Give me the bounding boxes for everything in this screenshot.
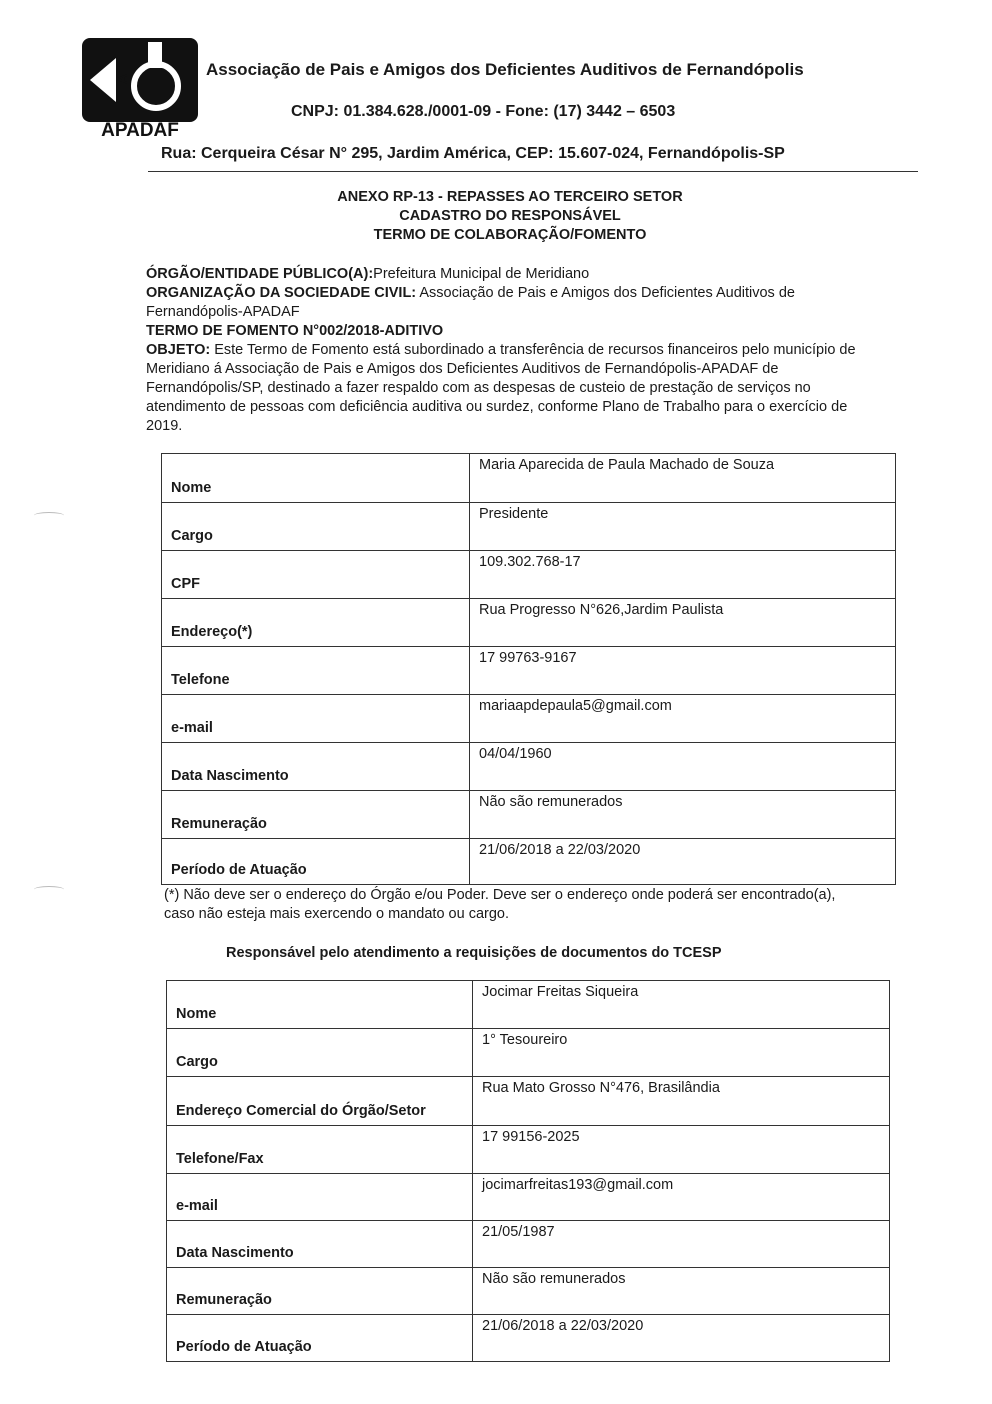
contract-info <box>146 265 886 436</box>
svg-text:A: A <box>114 73 130 84</box>
objeto-line <box>146 341 886 436</box>
address-footnote: (*) Não deve ser o endereço do Órgão e/ou Poder. Deve ser o endereço onde poderá ser encontrado(a), caso não esteja mais exercendo o mandato ou cargo. <box>164 887 836 922</box>
table-row <box>167 1315 890 1362</box>
field-value: 17 99763-9167 <box>470 647 896 695</box>
field-label: Cargo <box>167 1029 473 1077</box>
title-line-3: TERMO DE COLABORAÇÃO/FOMENTO <box>373 227 647 243</box>
osc-label: ORGANIZAÇÃO DA SOCIEDADE CIVIL: <box>146 285 417 301</box>
scan-punch-mark <box>34 886 64 893</box>
termo-number: TERMO DE FOMENTO N°002/2018-ADITIVO <box>146 323 444 339</box>
tcesp-section-title: Responsável pelo atendimento a requisições de documentos do TCESP <box>226 945 722 961</box>
header-divider <box>148 171 918 172</box>
table-row <box>162 503 896 551</box>
title-line-2: CADASTRO DO RESPONSÁVEL <box>399 208 621 224</box>
osc-line <box>146 284 886 322</box>
field-value: Rua Progresso N°626,Jardim Paulista <box>470 599 896 647</box>
table-row <box>162 599 896 647</box>
field-value: Presidente <box>470 503 896 551</box>
field-value: Não são remunerados <box>473 1268 890 1315</box>
objeto-value: Este Termo de Fomento está subordinado a transferência de recursos financeiros pelo município de Meridiano á Associação de Pais e Amigos dos Deficientes Auditivos de Fernandópolis-APADAF de Fernandópolis/SP, destinado a fazer respaldo com as despesas de custeio de prestação de serviços no atendimento de pessoas com deficiência auditiva ou surdez, conforme Plano de Trabalho para o exercício de 2019. <box>146 342 856 434</box>
table-row <box>162 839 896 885</box>
field-value: 1° Tesoureiro <box>473 1029 890 1077</box>
field-label: Nome <box>162 454 470 503</box>
field-label: Cargo <box>162 503 470 551</box>
tcesp-responsavel-table <box>166 980 890 1362</box>
orgao-line <box>146 265 886 284</box>
field-value: Rua Mato Grosso N°476, Brasilândia <box>473 1077 890 1126</box>
field-value: 17 99156-2025 <box>473 1126 890 1174</box>
field-label: Endereço Comercial do Órgão/Setor <box>167 1077 473 1126</box>
table-row <box>167 1221 890 1268</box>
document-titles <box>280 188 740 245</box>
field-label: Período de Atuação <box>167 1315 473 1362</box>
field-label: CPF <box>162 551 470 599</box>
table-row <box>167 981 890 1029</box>
field-value: 21/06/2018 a 22/03/2020 <box>470 839 896 885</box>
org-address: Rua: Cerqueira César N° 295, Jardim América, CEP: 15.607-024, Fernandópolis-SP <box>161 145 785 162</box>
scan-punch-mark <box>34 512 64 519</box>
apadaf-logo <box>82 38 198 138</box>
field-label: Período de Atuação <box>162 839 470 885</box>
field-label: Data Nascimento <box>162 743 470 791</box>
table-row <box>162 791 896 839</box>
table-row <box>167 1126 890 1174</box>
orgao-label: ÓRGÃO/ENTIDADE PÚBLICO(A): <box>146 266 374 282</box>
field-value: jocimarfreitas193@gmail.com <box>473 1174 890 1221</box>
field-label: Remuneração <box>162 791 470 839</box>
osc-value: Associação de Pais e Amigos dos Deficientes Auditivos de Fernandópolis-APADAF <box>146 285 795 320</box>
field-value: 04/04/1960 <box>470 743 896 791</box>
logo-text: APADAF <box>101 120 179 138</box>
table-row <box>167 1077 890 1126</box>
field-label: Telefone <box>162 647 470 695</box>
responsavel-table <box>161 453 896 885</box>
table-row <box>167 1268 890 1315</box>
field-value: Não são remunerados <box>470 791 896 839</box>
field-label: Telefone/Fax <box>167 1126 473 1174</box>
org-name: Associação de Pais e Amigos dos Deficientes Auditivos de Fernandópolis <box>206 60 804 79</box>
title-line-1: ANEXO RP-13 - REPASSES AO TERCEIRO SETOR <box>337 189 683 205</box>
table-row <box>167 1174 890 1221</box>
field-label: Data Nascimento <box>167 1221 473 1268</box>
table-row <box>162 743 896 791</box>
field-label: e-mail <box>162 695 470 743</box>
field-label: Endereço(*) <box>162 599 470 647</box>
field-value: Jocimar Freitas Siqueira <box>473 981 890 1029</box>
table-row <box>162 695 896 743</box>
table-row <box>162 647 896 695</box>
field-value: mariaapdepaula5@gmail.com <box>470 695 896 743</box>
field-value: 21/05/1987 <box>473 1221 890 1268</box>
orgao-value: Prefeitura Municipal de Meridiano <box>373 266 590 282</box>
cnpj-phone: CNPJ: 01.384.628./0001-09 - Fone: (17) 3442 – 6503 <box>291 103 676 120</box>
table-row <box>162 551 896 599</box>
table-row <box>167 1029 890 1077</box>
table-row <box>162 454 896 503</box>
field-label: Nome <box>167 981 473 1029</box>
field-value: 21/06/2018 a 22/03/2020 <box>473 1315 890 1362</box>
field-label: e-mail <box>167 1174 473 1221</box>
field-value: Maria Aparecida de Paula Machado de Souza <box>470 454 896 503</box>
field-value: 109.302.768-17 <box>470 551 896 599</box>
field-label: Remuneração <box>167 1268 473 1315</box>
objeto-label: OBJETO: <box>146 342 211 358</box>
